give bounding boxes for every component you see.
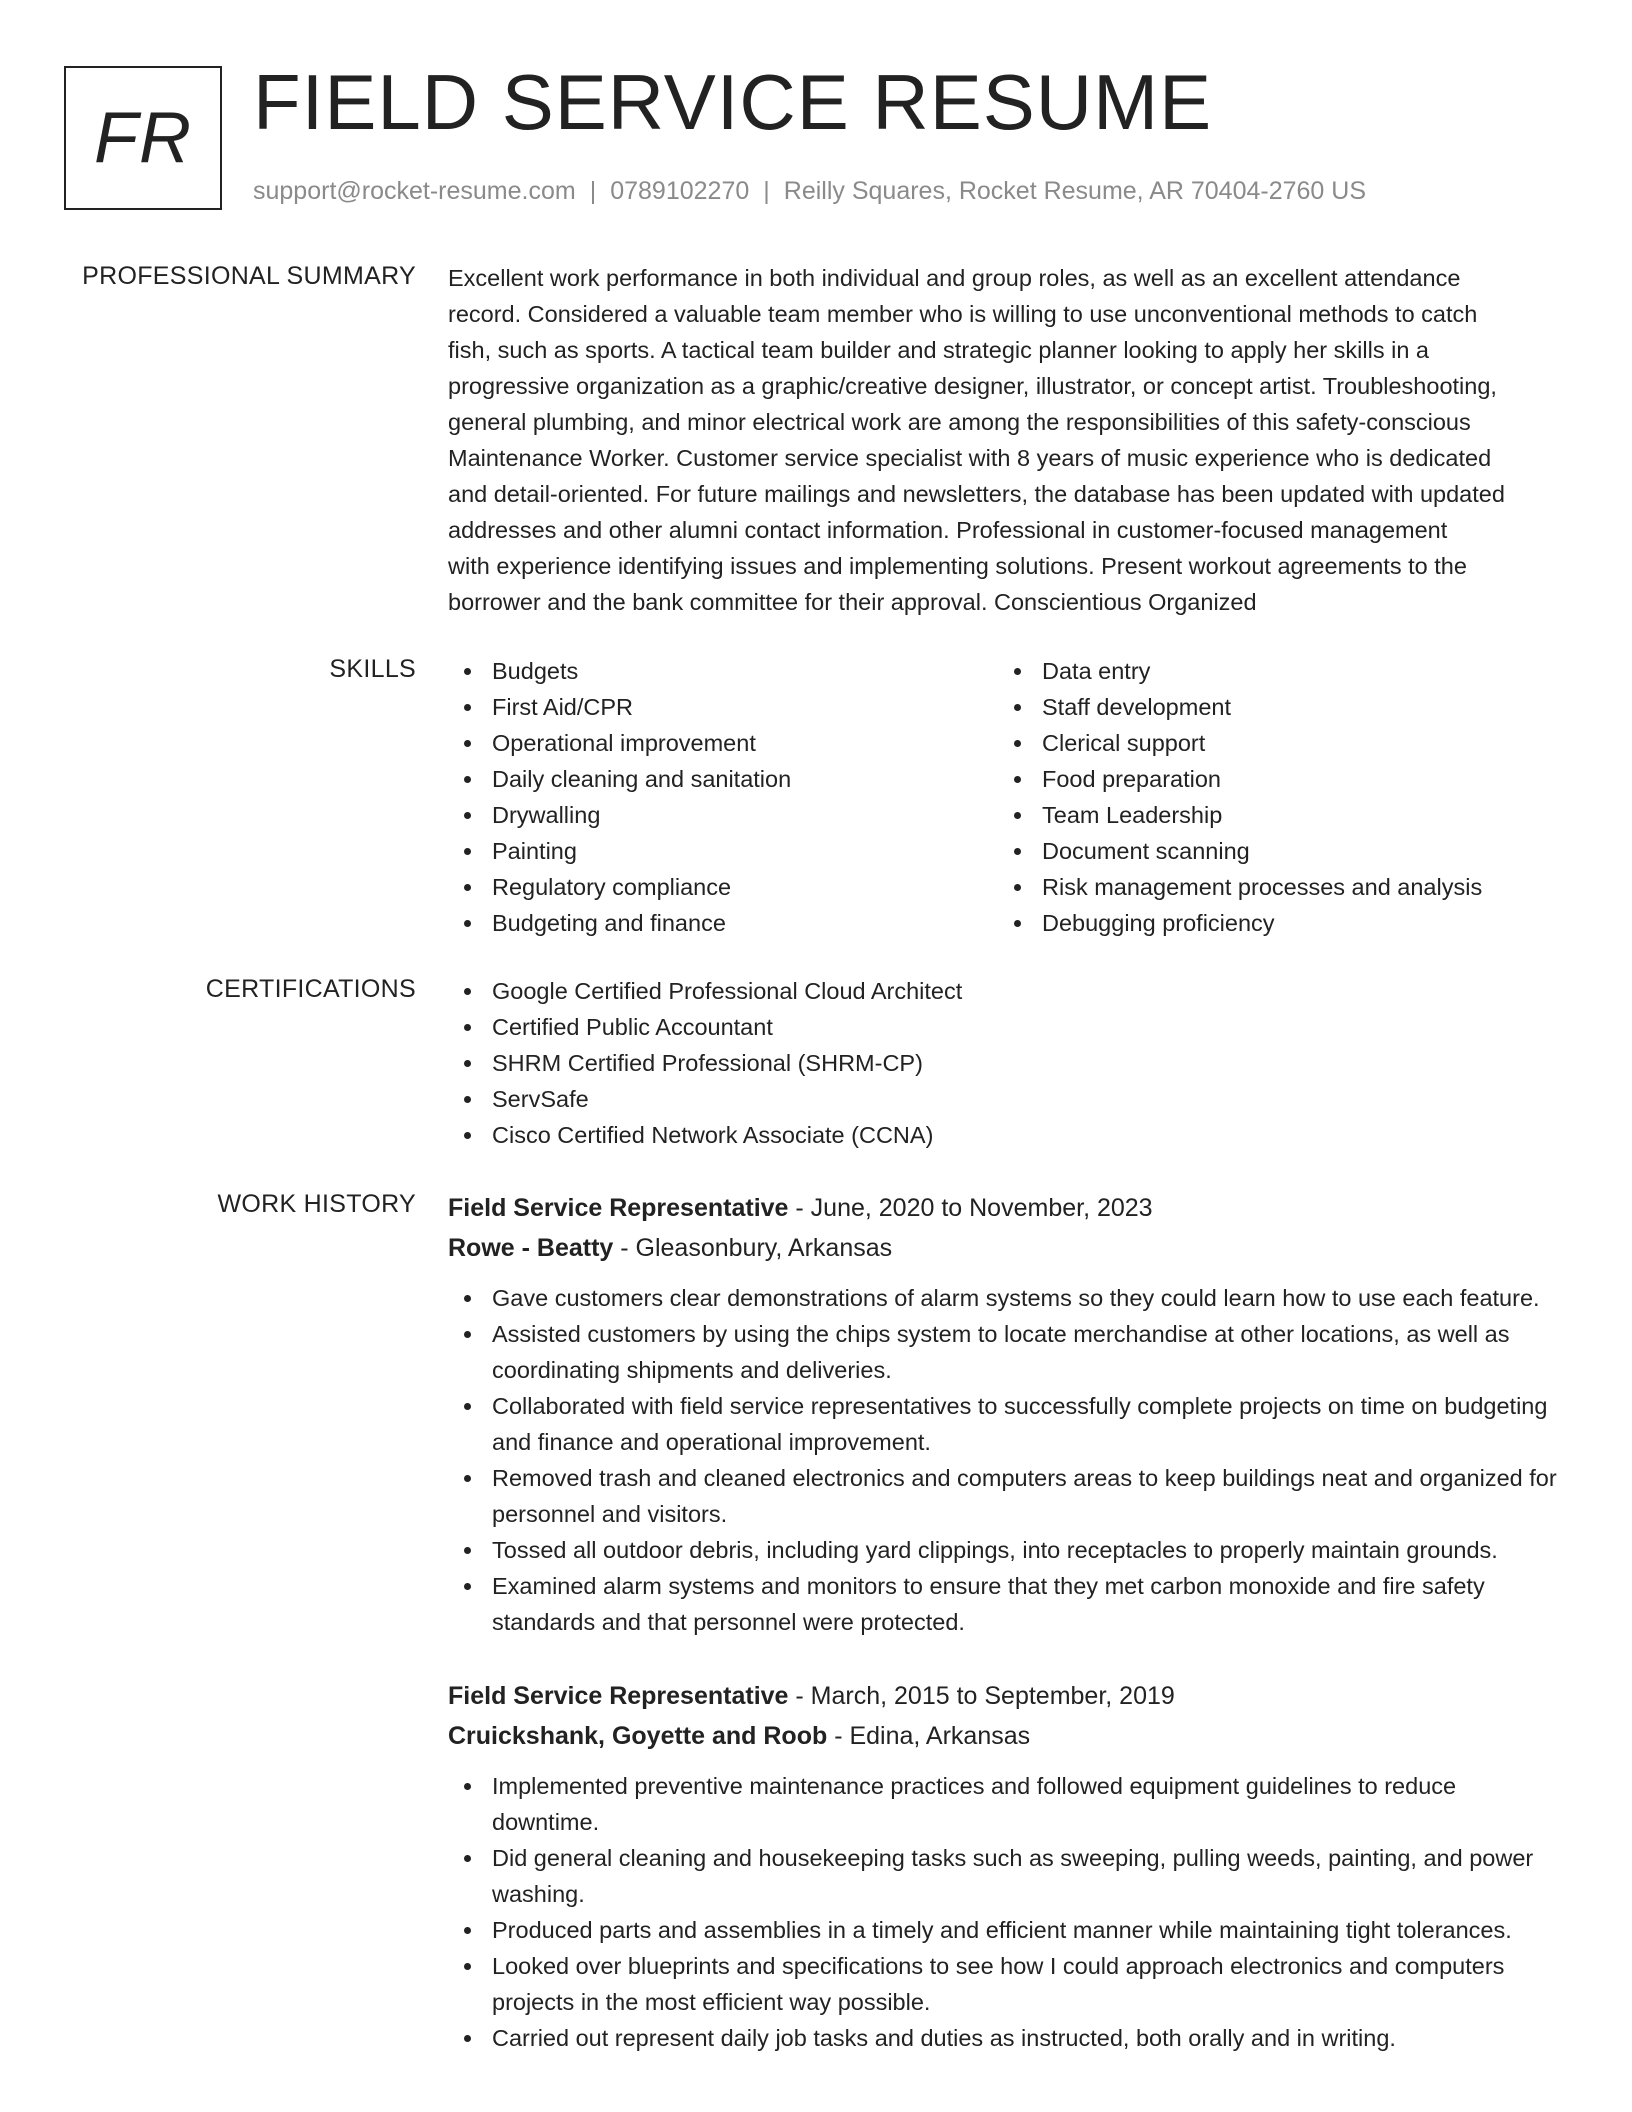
certifications-label: CERTIFICATIONS	[205, 975, 416, 1003]
skills-list-right	[998, 653, 1548, 941]
contact-phone: 0789102270	[610, 177, 750, 205]
list-item: ServSafe	[448, 1081, 1568, 1117]
work-history-label: WORK HISTORY	[217, 1190, 416, 1218]
summary-line: progressive organization as a graphic/creative designer, illustrator, or concept artist. Troubleshooting,	[448, 373, 1497, 399]
list-item: Debugging proficiency	[998, 905, 1548, 941]
list-item: Looked over blueprints and specifications to see how I could approach electronics and computers projects in the most efficient way possible.	[448, 1948, 1568, 2020]
skills-label: SKILLS	[329, 655, 416, 683]
summary-line: addresses and other alumni contact information. Professional in customer-focused management	[448, 517, 1448, 543]
list-item: Staff development	[998, 689, 1548, 725]
list-item: Removed trash and cleaned electronics and computers areas to keep buildings neat and organized for personnel and visitors.	[448, 1460, 1568, 1532]
job-title-line	[448, 1676, 1568, 1716]
list-item: Google Certified Professional Cloud Architect	[448, 973, 1568, 1009]
company-name: Cruickshank, Goyette and Roob	[448, 1722, 828, 1750]
list-item: Food preparation	[998, 761, 1548, 797]
job-title: Field Service Representative	[448, 1194, 789, 1222]
contact-line	[253, 176, 1366, 206]
job-title: Field Service Representative	[448, 1682, 789, 1710]
list-item: Implemented preventive maintenance practices and followed equipment guidelines to reduce downtime.	[448, 1768, 1568, 1840]
company-line	[448, 1716, 1568, 1756]
list-item: Examined alarm systems and monitors to ensure that they met carbon monoxide and fire safety standards and that personnel were protected.	[448, 1568, 1568, 1640]
list-item: Budgets	[448, 653, 998, 689]
list-item: Carried out represent daily job tasks and duties as instructed, both orally and in writing.	[448, 2020, 1568, 2056]
contact-separator: |	[589, 177, 597, 205]
skills-columns	[448, 653, 1568, 941]
list-item: Tossed all outdoor debris, including yard clippings, into receptacles to properly maintain grounds.	[448, 1532, 1568, 1568]
list-item: Cisco Certified Network Associate (CCNA)	[448, 1117, 1568, 1153]
list-item: Regulatory compliance	[448, 869, 998, 905]
job-entry	[448, 1676, 1568, 2056]
summary-line: Maintenance Worker. Customer service specialist with 8 years of music experience who is dedicated	[448, 445, 1492, 471]
job-title-line	[448, 1188, 1568, 1228]
list-item: Gave customers clear demonstrations of alarm systems so they could learn how to use each feature.	[448, 1280, 1568, 1316]
company-line	[448, 1228, 1568, 1268]
summary-line: and detail-oriented. For future mailings and newsletters, the database has been updated with updated	[448, 481, 1505, 507]
list-item: Assisted customers by using the chips system to locate merchandise at other locations, as well as coordinating shipments and deliveries.	[448, 1316, 1568, 1388]
list-item: Drywalling	[448, 797, 998, 833]
job-duties-list	[448, 1768, 1568, 2056]
summary-text	[448, 260, 1568, 620]
list-item: Produced parts and assemblies in a timely and efficient manner while maintaining tight tolerances.	[448, 1912, 1568, 1948]
company-location: - Edina, Arkansas	[827, 1722, 1031, 1750]
job-dates: - March, 2015 to September, 2019	[788, 1682, 1175, 1710]
list-item: Risk management processes and analysis	[998, 869, 1548, 905]
job-dates: - June, 2020 to November, 2023	[788, 1194, 1153, 1222]
job-duties-list	[448, 1280, 1568, 1640]
summary-line: general plumbing, and minor electrical work are among the responsibilities of this safety-conscious	[448, 409, 1471, 435]
summary-line: Excellent work performance in both individual and group roles, as well as an excellent attendance	[448, 265, 1461, 291]
skills-list-left	[448, 653, 998, 941]
contact-separator: |	[763, 177, 770, 205]
list-item: SHRM Certified Professional (SHRM-CP)	[448, 1045, 1568, 1081]
contact-address: Reilly Squares, Rocket Resume, AR 70404-2760 US	[783, 177, 1367, 205]
job-entry	[448, 1188, 1568, 1640]
list-item: Document scanning	[998, 833, 1548, 869]
list-item: Daily cleaning and sanitation	[448, 761, 998, 797]
certifications-list	[448, 973, 1568, 1153]
list-item: Budgeting and finance	[448, 905, 998, 941]
list-item: Painting	[448, 833, 998, 869]
summary-line: borrower and the bank committee for their approval. Conscientious Organized	[448, 589, 1257, 615]
monogram-box: FR	[64, 66, 222, 210]
list-item: First Aid/CPR	[448, 689, 998, 725]
company-location: - Gleasonbury, Arkansas	[613, 1234, 893, 1262]
summary-line: with experience identifying issues and implementing solutions. Present workout agreements to the	[448, 553, 1467, 579]
resume-title: FIELD SERVICE RESUME	[253, 58, 1213, 146]
list-item: Team Leadership	[998, 797, 1548, 833]
company-name: Rowe - Beatty	[448, 1234, 614, 1262]
list-item: Clerical support	[998, 725, 1548, 761]
list-item: Operational improvement	[448, 725, 998, 761]
contact-email: support@rocket-resume.com	[253, 177, 576, 205]
list-item: Data entry	[998, 653, 1548, 689]
summary-line: record. Considered a valuable team member who is willing to use unconventional methods to catch	[448, 301, 1478, 327]
summary-line: fish, such as sports. A tactical team builder and strategic planner looking to apply her skills in a	[448, 337, 1429, 363]
resume-header	[0, 0, 1632, 240]
summary-label: PROFESSIONAL SUMMARY	[82, 262, 416, 290]
list-item: Collaborated with field service representatives to successfully complete projects on time on budgeting and finance and operational improvement.	[448, 1388, 1568, 1460]
list-item: Did general cleaning and housekeeping tasks such as sweeping, pulling weeds, painting, and power washing.	[448, 1840, 1568, 1912]
list-item: Certified Public Accountant	[448, 1009, 1568, 1045]
